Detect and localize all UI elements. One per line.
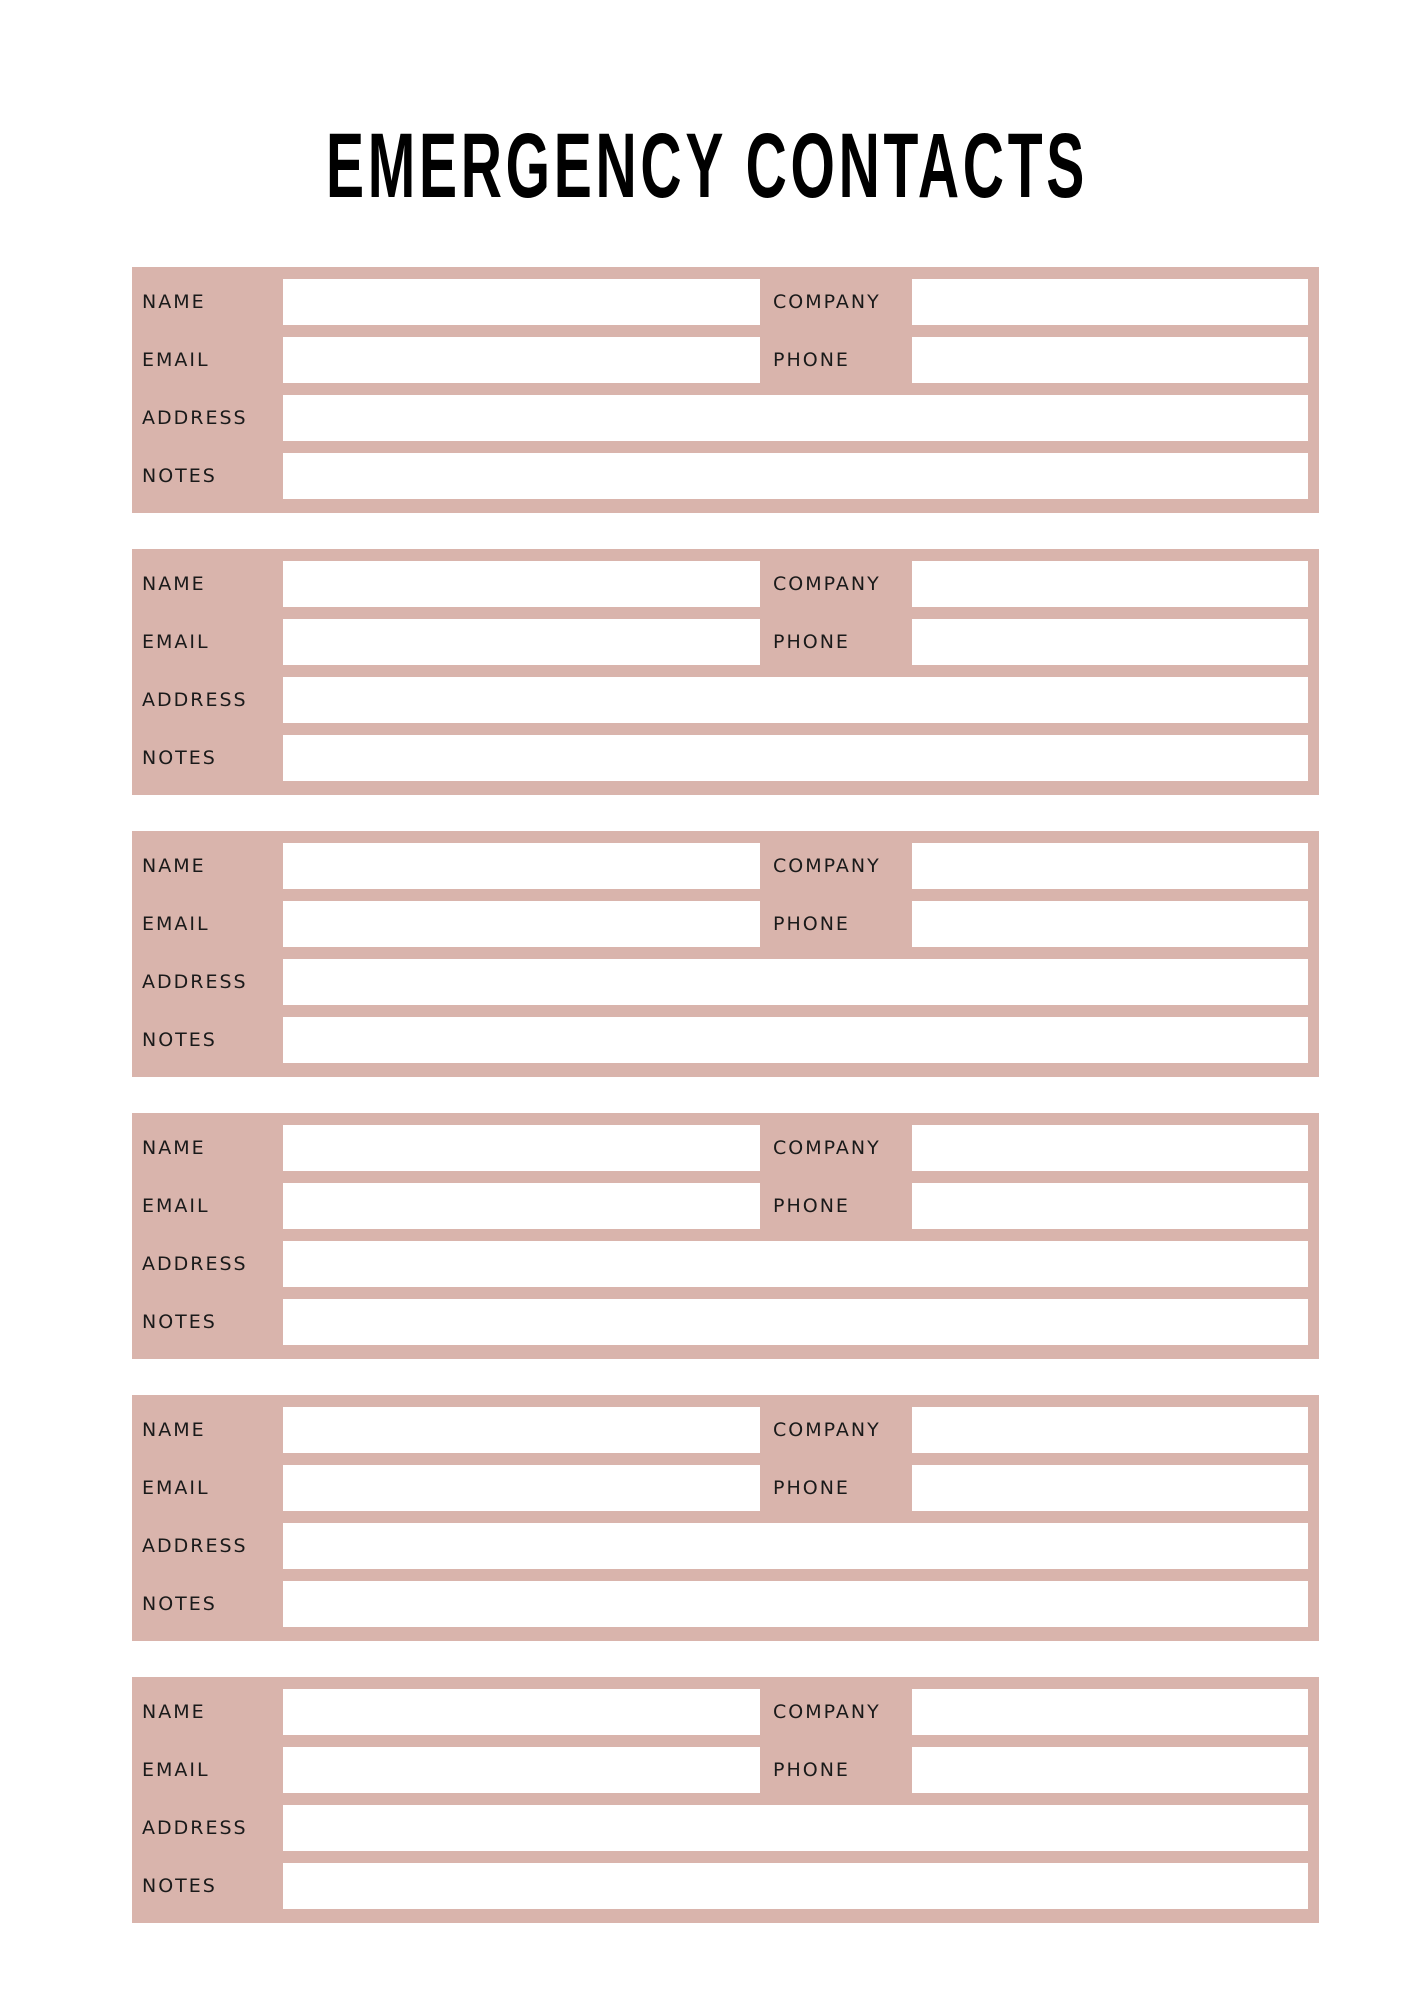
company-field[interactable] [912,1125,1308,1171]
address-label: ADDRESS [142,971,248,993]
notes-field[interactable] [283,1581,1308,1627]
name-field[interactable] [283,843,760,889]
address-label: ADDRESS [142,689,248,711]
company-label: COMPANY [773,1701,881,1723]
notes-field[interactable] [283,735,1308,781]
name-field[interactable] [283,1407,760,1453]
company-label: COMPANY [773,291,881,313]
phone-label: PHONE [773,631,850,653]
contact-card [132,831,1319,1077]
notes-label: NOTES [142,1029,217,1051]
notes-label: NOTES [142,1311,217,1333]
contact-card [132,1395,1319,1641]
phone-label: PHONE [773,913,850,935]
company-field[interactable] [912,1407,1308,1453]
phone-field[interactable] [912,337,1308,383]
address-label: ADDRESS [142,1817,248,1839]
notes-field[interactable] [283,1299,1308,1345]
contact-card [132,1113,1319,1359]
notes-field[interactable] [283,453,1308,499]
email-field[interactable] [283,337,760,383]
email-field[interactable] [283,1183,760,1229]
email-label: EMAIL [142,1759,210,1781]
company-field[interactable] [912,1689,1308,1735]
notes-label: NOTES [142,1875,217,1897]
name-label: NAME [142,1419,206,1441]
contact-card [132,549,1319,795]
email-label: EMAIL [142,1477,210,1499]
company-label: COMPANY [773,855,881,877]
name-label: NAME [142,573,206,595]
notes-field[interactable] [283,1863,1308,1909]
address-field[interactable] [283,1523,1308,1569]
phone-label: PHONE [773,349,850,371]
name-field[interactable] [283,1125,760,1171]
company-label: COMPANY [773,573,881,595]
company-label: COMPANY [773,1137,881,1159]
name-field[interactable] [283,1689,760,1735]
email-label: EMAIL [142,1195,210,1217]
phone-field[interactable] [912,1183,1308,1229]
address-field[interactable] [283,677,1308,723]
contact-card [132,267,1319,513]
email-field[interactable] [283,1747,760,1793]
email-field[interactable] [283,901,760,947]
phone-field[interactable] [912,901,1308,947]
name-label: NAME [142,1701,206,1723]
company-field[interactable] [912,279,1308,325]
address-label: ADDRESS [142,1253,248,1275]
contact-card [132,1677,1319,1923]
address-field[interactable] [283,1241,1308,1287]
company-field[interactable] [912,843,1308,889]
phone-field[interactable] [912,1747,1308,1793]
name-label: NAME [142,291,206,313]
phone-field[interactable] [912,1465,1308,1511]
phone-field[interactable] [912,619,1308,665]
address-label: ADDRESS [142,407,248,429]
address-field[interactable] [283,395,1308,441]
email-label: EMAIL [142,349,210,371]
email-label: EMAIL [142,913,210,935]
email-field[interactable] [283,1465,760,1511]
address-label: ADDRESS [142,1535,248,1557]
notes-label: NOTES [142,747,217,769]
notes-label: NOTES [142,465,217,487]
notes-label: NOTES [142,1593,217,1615]
email-field[interactable] [283,619,760,665]
company-label: COMPANY [773,1419,881,1441]
name-label: NAME [142,1137,206,1159]
phone-label: PHONE [773,1759,850,1781]
address-field[interactable] [283,1805,1308,1851]
page-title: EMERGENCY CONTACTS [325,115,1089,217]
name-field[interactable] [283,561,760,607]
phone-label: PHONE [773,1477,850,1499]
name-field[interactable] [283,279,760,325]
email-label: EMAIL [142,631,210,653]
company-field[interactable] [912,561,1308,607]
address-field[interactable] [283,959,1308,1005]
notes-field[interactable] [283,1017,1308,1063]
name-label: NAME [142,855,206,877]
phone-label: PHONE [773,1195,850,1217]
